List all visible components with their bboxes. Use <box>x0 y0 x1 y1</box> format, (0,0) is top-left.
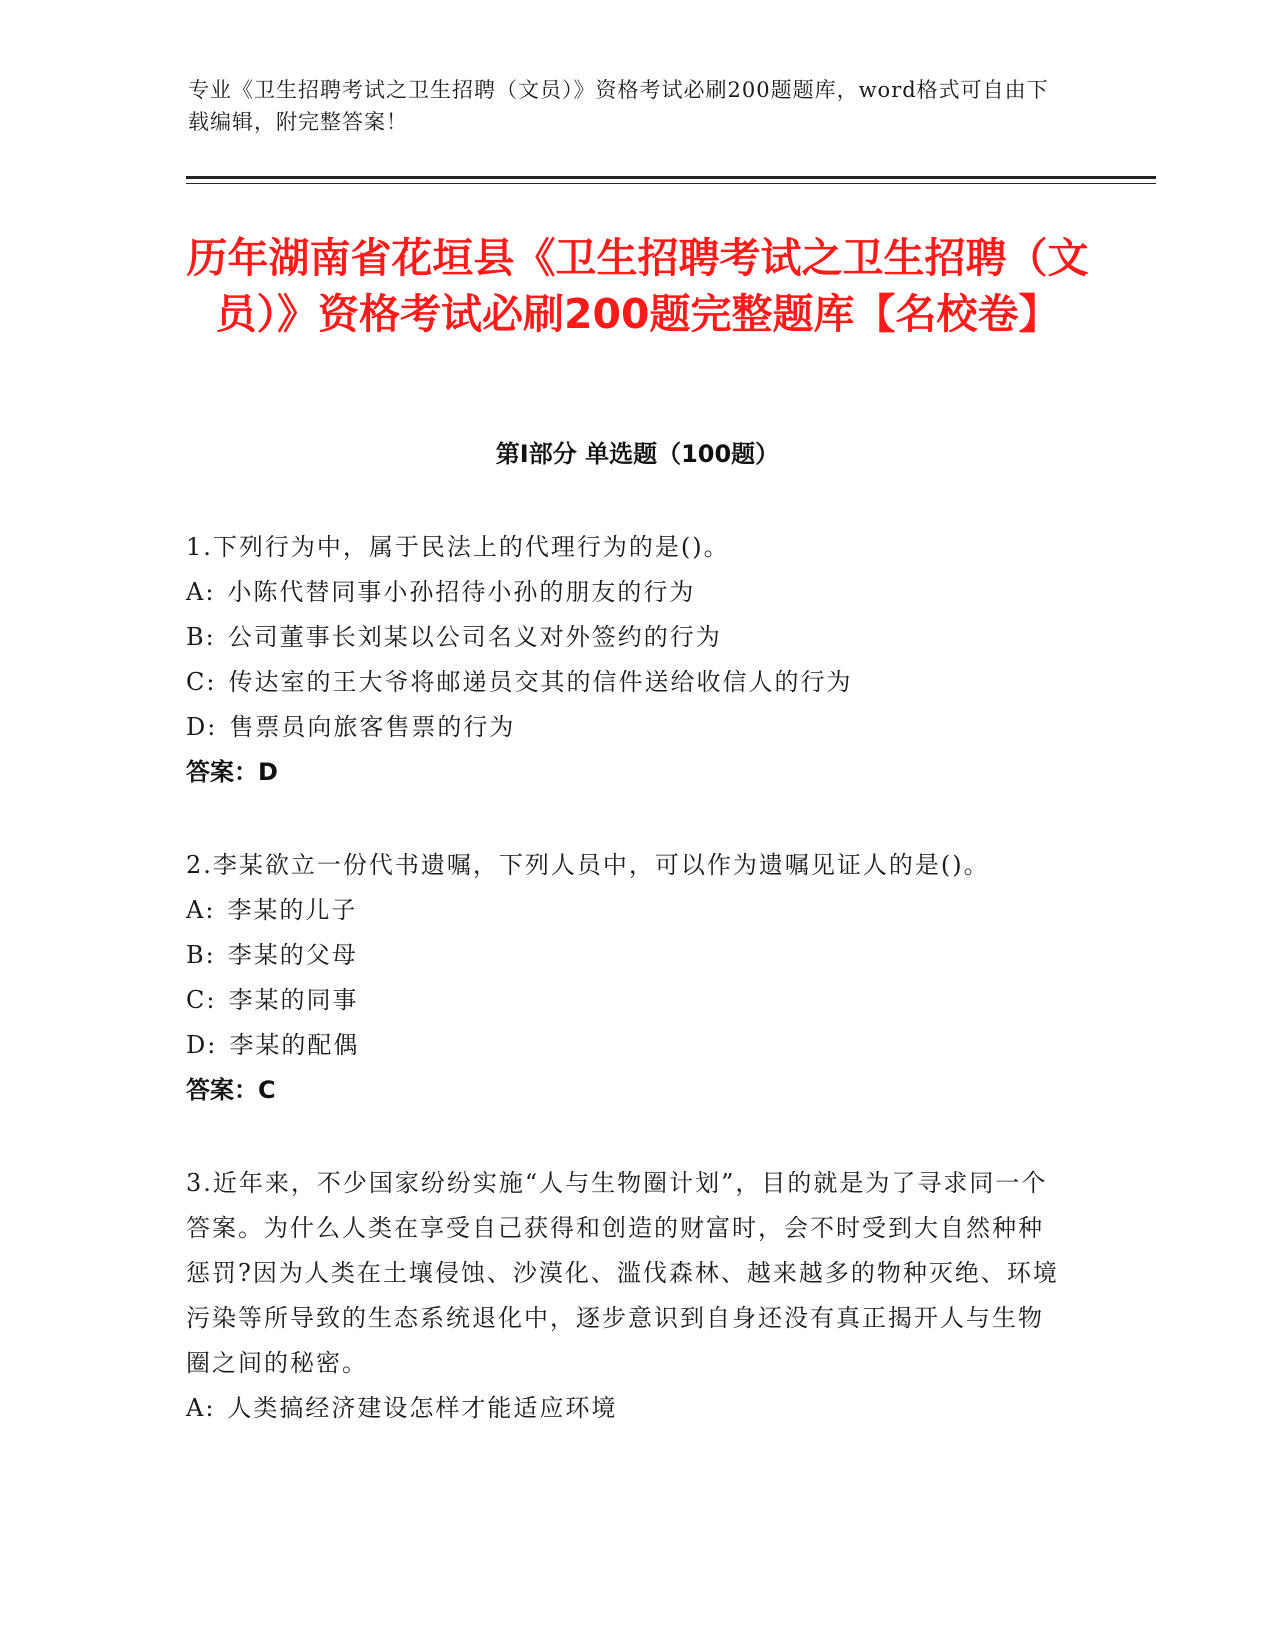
question-1 <box>186 525 1066 795</box>
option-text: 人类搞经济建设怎样才能适应环境 <box>227 1394 618 1422</box>
option-a <box>186 570 1066 615</box>
option-text: 传达室的王大爷将邮递员交其的信件送给收信人的行为 <box>228 668 853 696</box>
option-letter: B: <box>186 623 216 651</box>
option-letter: C: <box>186 668 217 696</box>
header-rule-thick <box>186 176 1156 179</box>
option-a <box>186 888 1066 933</box>
option-text: 公司董事长刘某以公司名义对外签约的行为 <box>227 623 722 651</box>
question-2 <box>186 843 1066 1113</box>
option-letter: A: <box>186 1394 216 1422</box>
header-rule-thin <box>186 183 1156 184</box>
question-stem: 3.近年来，不少国家纷纷实施“人与生物圈计划”，目的就是为了寻求同一个答案。为什么人类在享受自己获得和创造的财富时，会不时受到大自然种种惩罚?因为人类在土壤侵蚀、沙漠化、滥伐森林、越来越多的物种灭绝、环境污染等所导致的生态系统退化中，逐步意识到自身还没有真正揭开人与生物圈之间的秘密。 <box>186 1169 1059 1377</box>
option-letter: D: <box>186 1031 218 1059</box>
option-text: 李某的同事 <box>228 986 359 1014</box>
option-d <box>186 705 1066 750</box>
option-b <box>186 933 1066 978</box>
question-stem: 1.下列行为中，属于民法上的代理行为的是()。 <box>186 533 730 561</box>
answer-line: 答案：C <box>186 1076 276 1104</box>
option-letter: D: <box>186 713 218 741</box>
option-d <box>186 1023 1066 1068</box>
option-letter: B: <box>186 941 216 969</box>
option-a <box>186 1386 1066 1431</box>
option-text: 小陈代替同事小孙招待小孙的朋友的行为 <box>227 578 696 606</box>
question-list <box>186 525 1066 1479</box>
option-b <box>186 615 1066 660</box>
header-note: 专业《卫生招聘考试之卫生招聘（文员）》资格考试必刷200题题库，word格式可自由下载编辑，附完整答案！ <box>188 78 1049 134</box>
document-title: 历年湖南省花垣县《卫生招聘考试之卫生招聘（文员）》资格考试必刷200题完整题库【名校卷】 <box>186 234 1089 338</box>
option-c <box>186 978 1066 1023</box>
section-heading: 第Ⅰ部分 单选题（100题） <box>495 440 780 468</box>
question-stem: 2.李某欲立一份代书遗嘱，下列人员中，可以作为遗嘱见证人的是()。 <box>186 851 990 879</box>
option-letter: C: <box>186 986 217 1014</box>
option-text: 李某的父母 <box>227 941 358 969</box>
option-letter: A: <box>186 896 216 924</box>
question-3 <box>186 1161 1066 1431</box>
option-letter: A: <box>186 578 216 606</box>
option-c <box>186 660 1066 705</box>
option-text: 李某的配偶 <box>229 1031 360 1059</box>
option-text: 售票员向旅客售票的行为 <box>229 713 516 741</box>
option-text: 李某的儿子 <box>227 896 358 924</box>
answer-line: 答案：D <box>186 758 278 786</box>
